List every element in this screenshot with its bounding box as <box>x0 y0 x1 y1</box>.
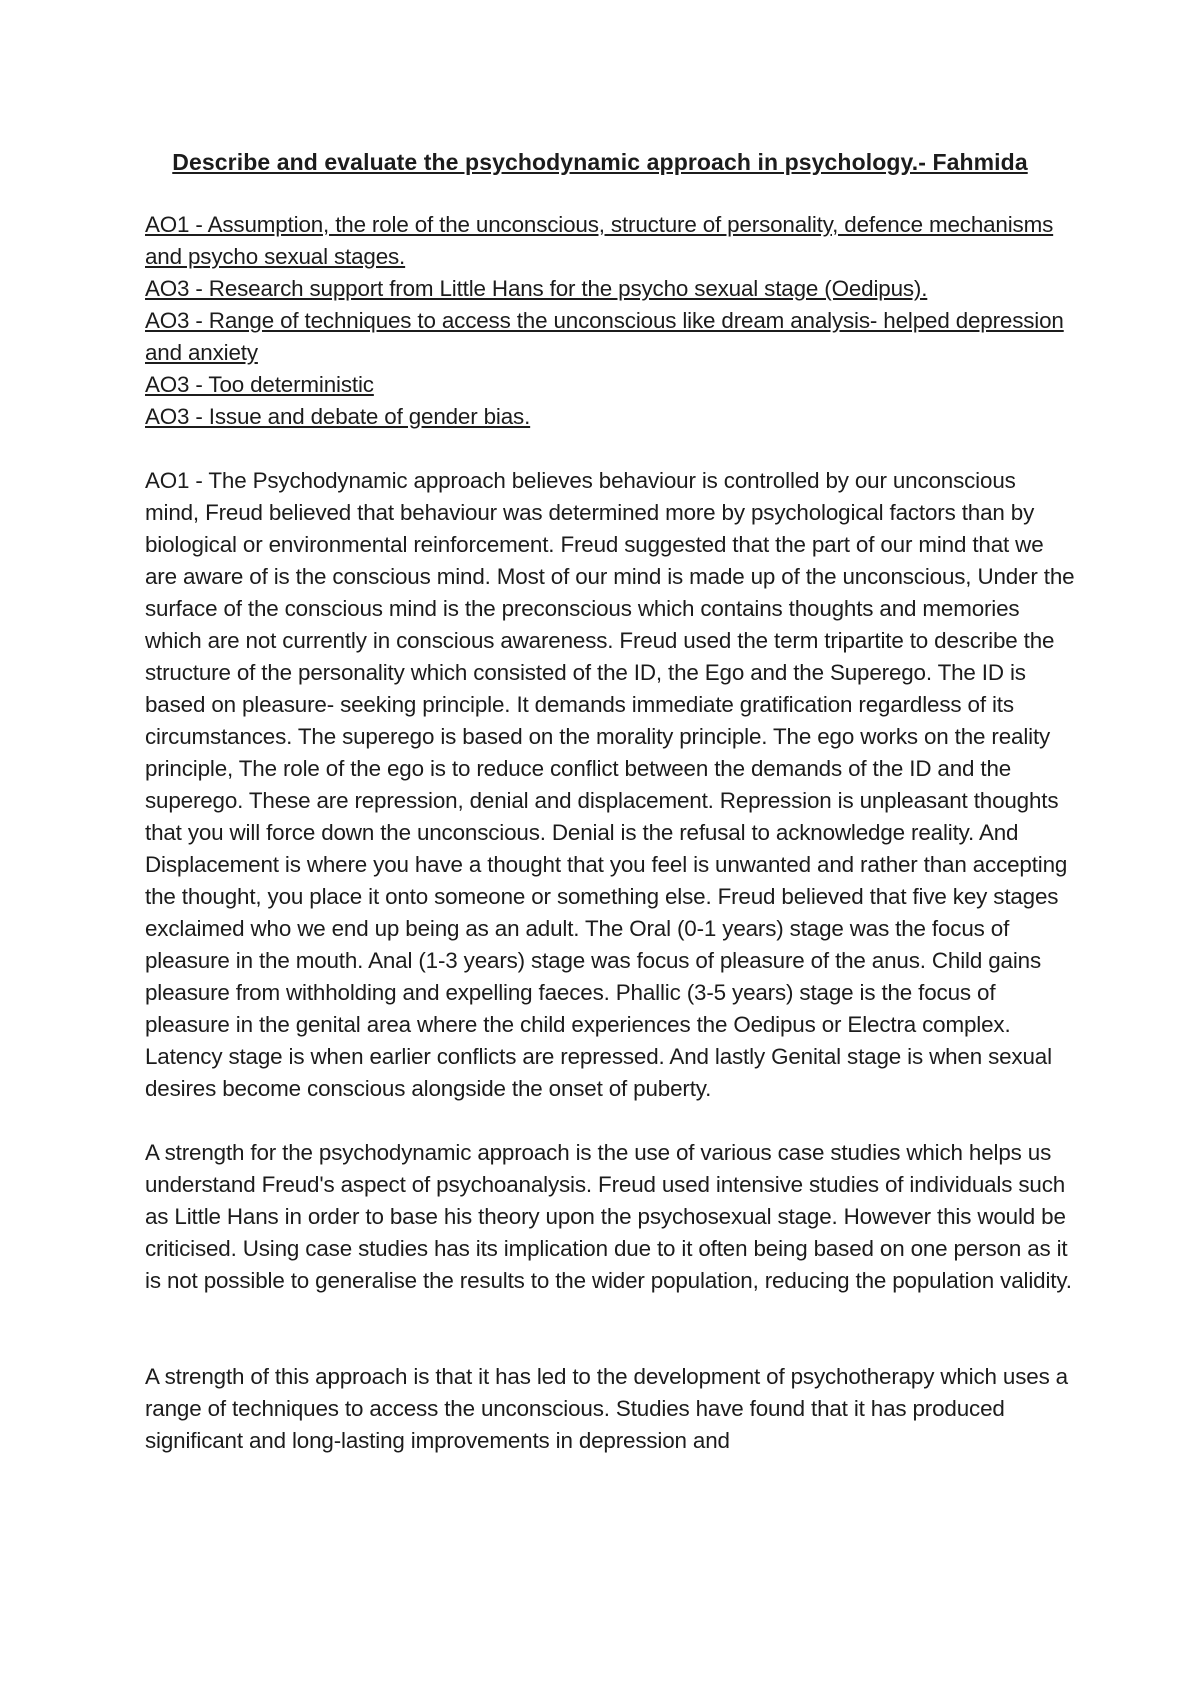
essay-plan-outline <box>145 209 1075 433</box>
document-body <box>145 209 1075 1489</box>
outline-item: AO1 - Assumption, the role of the unconscious, structure of personality, defence mechanisms and psycho sexual stages. <box>145 212 1054 269</box>
page-title: Describe and evaluate the psychodynamic approach in psychology.- Fahmida <box>172 149 1028 175</box>
outline-item: AO3 - Range of techniques to access the unconscious like dream analysis- helped depression and anxiety <box>145 308 1064 365</box>
outline-item: AO3 - Research support from Little Hans for the psycho sexual stage (Oedipus). <box>145 276 928 301</box>
body-paragraph-case-studies: A strength for the psychodynamic approach is the use of various case studies which helps us understand Freud's aspect of psychoanalysis. Freud used intensive studies of individuals such as Little Hans in order to base his theory upon the psychosexual stage. However this would be criticised. Using case studies has its implication due to it often being based on one person as it is not possible to generalise the results to the wider population, reducing the population validity. <box>145 1140 1072 1293</box>
outline-item: AO3 - Too deterministic <box>145 372 374 397</box>
body-paragraph-psychotherapy: A strength of this approach is that it has led to the development of psychotherapy which uses a range of techniques to access the unconscious. Studies have found that it has produced significant and long-lasting improvements in depression and <box>145 1364 1068 1453</box>
body-paragraph-ao1: AO1 - The Psychodynamic approach believes behaviour is controlled by our unconscious mind, Freud believed that behaviour was determined more by psychological factors than by biological or environmental reinforcement. Freud suggested that the part of our mind that we are aware of is the conscious mind. Most of our mind is made up of the unconscious, Under the surface of the conscious mind is the preconscious which contains thoughts and memories which are not currently in conscious awareness. Freud used the term tripartite to describe the structure of the personality which consisted of the ID, the Ego and the Superego. The ID is based on pleasure- seeking principle. It demands immediate gratification regardless of its circumstances. The superego is based on the morality principle. The ego works on the reality principle, The role of the ego is to reduce conflict between the demands of the ID and the superego. These are repression, denial and displacement. Repression is unpleasant thoughts that you will force down the unconscious. Denial is the refusal to acknowledge reality. And Displacement is where you have a thought that you feel is unwanted and rather than accepting the thought, you place it onto someone or something else. Freud believed that five key stages exclaimed who we end up being as an adult. The Oral (0-1 years) stage was the focus of pleasure in the mouth. Anal (1-3 years) stage was focus of pleasure of the anus. Child gains pleasure from withholding and expelling faeces. Phallic (3-5 years) stage is the focus of pleasure in the genital area where the child experiences the Oedipus or Electra complex. Latency stage is when earlier conflicts are repressed. And lastly Genital stage is when sexual desires become conscious alongside the onset of puberty. <box>145 468 1075 1101</box>
outline-item: AO3 - Issue and debate of gender bias. <box>145 404 531 429</box>
